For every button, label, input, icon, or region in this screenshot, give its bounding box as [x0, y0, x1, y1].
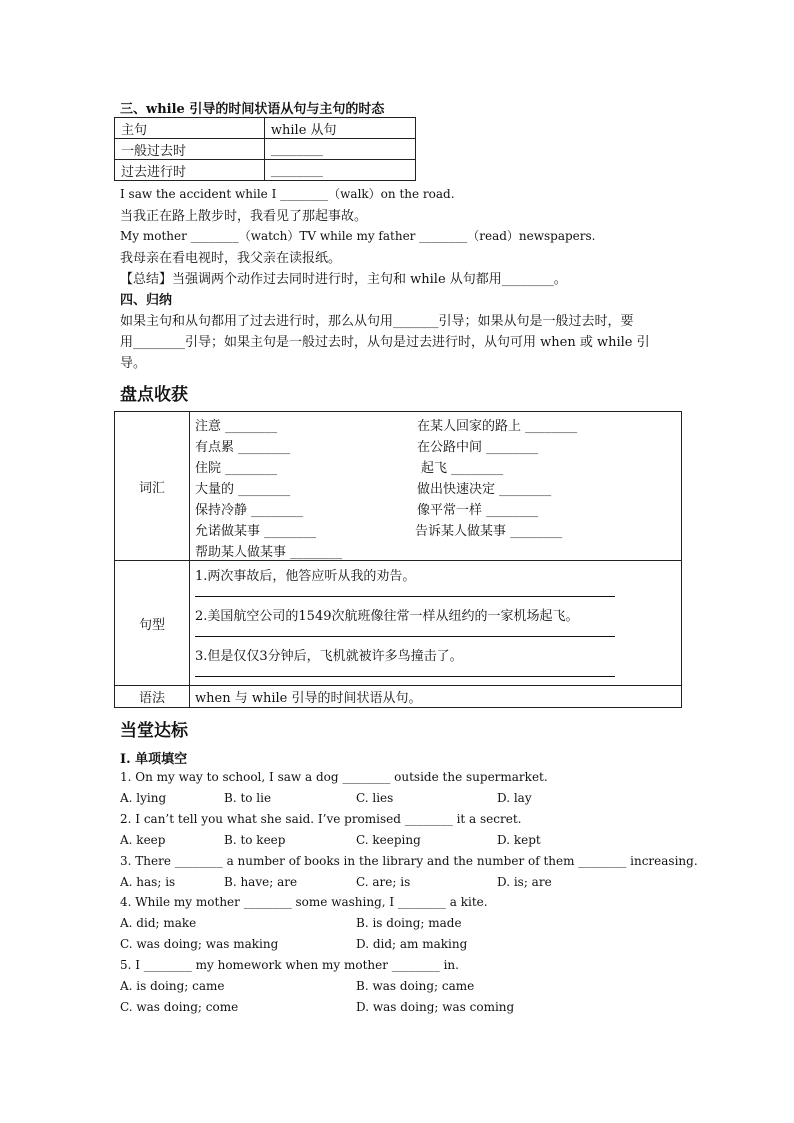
vocab-item: 有点累 ________: [195, 440, 291, 455]
option: C. was doing; was making: [120, 937, 279, 951]
table-cell: ________: [264, 160, 415, 181]
question-2: 2. I can’t tell you what she said. I’ve promised ________ it a secret.: [120, 812, 522, 826]
vocab-item: 注意 ________: [195, 419, 278, 434]
summary-heading: 盘点收获: [120, 385, 188, 405]
section3-title: 三、while 引导的时间状语从句与主句的时态: [120, 102, 385, 117]
option: D. is; are: [497, 875, 552, 889]
summary-note: 【总结】当强调两个动作过去同时进行时，主句和 while 从句都用________。: [120, 272, 567, 287]
vocab-item: 帮助某人做某事 ________: [195, 545, 343, 560]
answer-line: [195, 584, 615, 597]
option: C. keeping: [356, 833, 421, 847]
practice-heading: 当堂达标: [120, 721, 188, 741]
option: A. is doing; came: [120, 979, 225, 993]
vocab-item: 保持冷静 ________: [195, 503, 304, 518]
option: B. to keep: [224, 833, 286, 847]
vocab-item: 在公路中间 ________: [417, 440, 539, 455]
vocab-cell: [190, 412, 682, 561]
sentence-item: 3.但是仅仅3分钟后，飞机就被许多鸟撞击了。: [195, 649, 463, 664]
option: C. was doing; come: [120, 1000, 239, 1014]
sentence-item: 1.两次事故后，他答应听从我的劝告。: [195, 569, 416, 584]
vocab-item: 在某人回家的路上 ________: [417, 419, 578, 434]
option: D. was doing; was coming: [356, 1000, 515, 1014]
vocab-item: 允诺做某事 ________: [195, 524, 317, 539]
option: A. did; make: [120, 916, 197, 930]
example2-english: My mother ________（watch）TV while my father ________（read）newspapers.: [120, 229, 596, 243]
table-cell: 过去进行时: [115, 160, 265, 181]
option: B. to lie: [224, 791, 272, 805]
vocab-item: 告诉某人做某事 ________: [415, 524, 563, 539]
section4-line1: 如果主句和从句都用了过去进行时，那么从句用_______引导；如果从句是一般过去时，要: [120, 314, 634, 329]
grammar-cell: [190, 686, 682, 708]
option: B. is doing; made: [356, 916, 462, 930]
section4-line2: 用________引导；如果主句是一般过去时，从句是过去进行时，从句可用 when 或 while 引: [120, 335, 650, 350]
question-3: 3. There ________ a number of books in the library and the number of them ________ increasing.: [120, 854, 698, 868]
table-header-main: 主句: [115, 118, 265, 139]
option: D. kept: [497, 833, 541, 847]
example1-chinese: 当我正在路上散步时，我看见了那起事故。: [120, 209, 368, 224]
summary-table: [114, 411, 682, 708]
option: C. lies: [356, 791, 394, 805]
vocab-label: 词汇: [115, 412, 190, 561]
sentence-cell: [190, 561, 682, 686]
vocab-item: 像平常一样 ________: [417, 503, 539, 518]
grammar-text: when 与 while 引导的时间状语从句。: [195, 691, 422, 706]
question-1: 1. On my way to school, I saw a dog ________ outside the supermarket.: [120, 770, 548, 784]
option: A. has; is: [120, 875, 176, 889]
option: B. have; are: [224, 875, 298, 889]
table-cell: ________: [264, 139, 415, 160]
option: D. did; am making: [356, 937, 468, 951]
section4-title: 四、归纳: [120, 293, 173, 308]
section4-line3: 导。: [120, 356, 147, 371]
table-header-while: while 从句: [264, 118, 415, 139]
option: B. was doing; came: [356, 979, 475, 993]
question-5: 5. I ________ my homework when my mother ________ in.: [120, 958, 459, 972]
vocab-item: 做出快速决定 ________: [417, 482, 552, 497]
vocab-item: 大量的 ________: [195, 482, 291, 497]
vocab-item: 住院 ________: [195, 461, 278, 476]
vocab-item: 起飞 ________: [421, 461, 504, 476]
sentence-label: 句型: [115, 561, 190, 686]
option: A. lying: [120, 791, 167, 805]
option: D. lay: [497, 791, 532, 805]
option: C. are; is: [356, 875, 411, 889]
question-4: 4. While my mother ________ some washing, I ________ a kite.: [120, 895, 488, 909]
table-cell: 一般过去时: [115, 139, 265, 160]
example2-chinese: 我母亲在看电视时，我父亲在读报纸。: [120, 251, 342, 266]
grammar-label: 语法: [115, 686, 190, 708]
sentence-item: 2.美国航空公司的1549次航班像往常一样从纽约的一家机场起飞。: [195, 609, 579, 624]
answer-line: [195, 624, 615, 637]
tense-table: [114, 117, 416, 181]
practice-part-title: Ⅰ. 单项填空: [120, 752, 188, 767]
option: A. keep: [120, 833, 166, 847]
example1-english: I saw the accident while I ________（walk）on the road.: [120, 187, 455, 201]
answer-line: [195, 664, 615, 677]
